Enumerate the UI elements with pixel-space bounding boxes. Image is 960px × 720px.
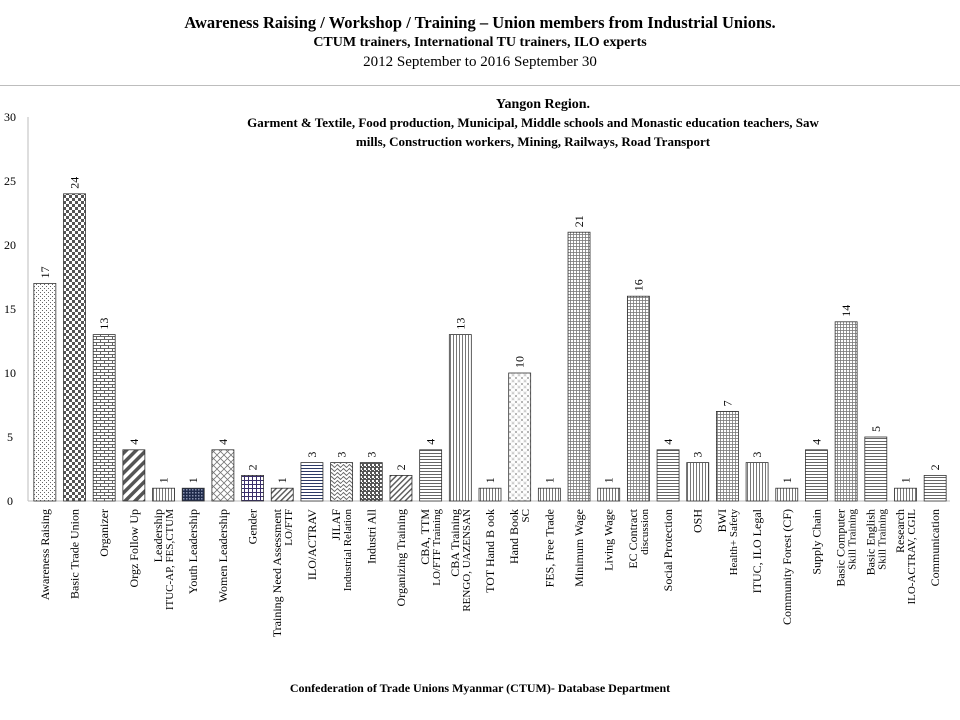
y-tick-label: 15 [4, 302, 16, 316]
x-tick-label: CBA Training [447, 509, 462, 577]
data-label: 21 [572, 215, 587, 228]
bar [716, 411, 738, 501]
x-tick-label: TOT Hand B ook [483, 509, 497, 593]
bar [93, 335, 115, 501]
y-tick-label: 0 [7, 494, 13, 508]
bar [182, 488, 204, 501]
x-tick-label: Organizing Training [393, 509, 408, 607]
chart-date-range: 2012 September to 2016 September 30 [363, 54, 597, 70]
bar [212, 450, 234, 501]
x-tick-label: Community Forest (CF) [779, 509, 794, 626]
bar [360, 463, 382, 501]
bar [865, 437, 887, 501]
bar [420, 450, 442, 501]
x-tick-label: Basic Computer [833, 509, 848, 587]
x-tick-label: Hand Book [507, 509, 522, 564]
y-tick-label: 5 [7, 430, 13, 444]
x-tick-label: Women Leadership [215, 509, 230, 603]
x-tick-label: Living Wage [601, 509, 616, 571]
data-label: 2 [393, 464, 408, 471]
data-label: 17 [37, 266, 52, 279]
x-tick-label: FES, Free Trade [542, 509, 557, 588]
x-tick-label: LO/FTF Training [431, 508, 444, 586]
data-label: 14 [839, 304, 854, 317]
data-label: 24 [67, 176, 82, 189]
data-label: 1 [483, 477, 497, 484]
x-tick-label: ITUC-AP, FES,CTUM [164, 509, 177, 611]
x-tick-label: Minimum Wage [572, 509, 587, 587]
bar [153, 488, 175, 501]
data-label: 1 [186, 477, 201, 484]
data-label: 1 [601, 477, 616, 484]
x-tick-label: Orgz Follow Up [126, 509, 141, 588]
data-label: 4 [423, 438, 438, 445]
x-tick-label: OSH [690, 509, 705, 534]
x-tick-label: SC [520, 509, 533, 523]
x-tick-label: Youth Leadership [186, 509, 201, 595]
data-label: 3 [690, 451, 705, 458]
bar [509, 373, 531, 501]
data-label: 7 [720, 400, 735, 407]
data-label: 4 [661, 438, 676, 445]
x-tick-label: discussion [638, 509, 651, 555]
x-tick-label: Research [892, 509, 907, 553]
bar [746, 463, 768, 501]
bar [598, 488, 620, 501]
bar [123, 450, 145, 501]
data-label: 10 [512, 356, 527, 368]
bar [568, 232, 590, 501]
chart-region-title: Yangon Region. [495, 97, 591, 112]
x-tick-label: Industri All [364, 509, 379, 565]
chart-main-title: Awareness Raising / Workshop / Training – Union members from Industrial Unions. [184, 13, 776, 32]
bar [271, 488, 293, 501]
x-tick-label: Leadership [151, 509, 166, 563]
data-label: 3 [304, 451, 319, 458]
bar [924, 475, 946, 501]
y-tick-label: 20 [4, 238, 16, 252]
bar [449, 335, 471, 501]
chart-region-subtitle-line: Garment & Textile, Food production, Municipal, Middle schools and Monastic education teachers, Saw [247, 115, 819, 130]
x-tick-label: Training Need Assessment [269, 509, 284, 638]
x-tick-label: Health+ Safety [727, 509, 740, 576]
x-tick-label: Awareness Raising [37, 509, 52, 601]
chart-region-subtitle-line: mills, Construction workers, Mining, Railways, Road Transport [355, 134, 711, 149]
chart-trainers-subtitle: CTUM trainers, International TU trainers, ILO experts [313, 35, 647, 50]
x-tick-label: Basic English [863, 509, 878, 576]
x-tick-label: Gender [245, 509, 260, 545]
data-label: 16 [631, 279, 646, 292]
bar [34, 283, 56, 501]
data-label: 2 [928, 464, 943, 471]
x-tick-label: BWI [714, 509, 729, 533]
x-tick-label: Social Protection [661, 509, 676, 592]
data-label: 3 [334, 451, 349, 458]
x-tick-label: JILAF [329, 509, 344, 541]
y-tick-label: 25 [4, 174, 16, 188]
x-tick-label: Skill Training [846, 509, 859, 570]
data-label: 5 [868, 426, 883, 432]
x-tick-label: EC Contract [625, 509, 640, 569]
data-label: 1 [156, 477, 171, 484]
x-tick-label: Organizer [97, 509, 112, 557]
data-label: 4 [126, 438, 141, 445]
bar [538, 488, 560, 501]
data-label: 1 [275, 477, 290, 484]
x-tick-label: Skill Training [876, 509, 889, 570]
bar [390, 475, 412, 501]
y-tick-label: 10 [4, 366, 16, 380]
bar [894, 488, 916, 501]
x-tick-label: ILO-ACTRAV, CGIL [905, 509, 918, 605]
bar [687, 463, 709, 501]
x-tick-label: Communication [928, 509, 943, 587]
x-tick-label: LO/FTF [282, 509, 295, 546]
bar [242, 475, 264, 501]
bar [805, 450, 827, 501]
bar [479, 488, 501, 501]
bar [835, 322, 857, 501]
data-label: 13 [97, 317, 112, 330]
chart-footer-source: Confederation of Trade Unions Myanmar (CTUM)- Database Department [289, 681, 671, 695]
bar [301, 463, 323, 501]
data-label: 1 [779, 477, 794, 484]
data-label: 3 [750, 451, 765, 458]
x-tick-label: ILO/ACTRAV [304, 509, 319, 581]
data-label: 1 [542, 477, 557, 484]
bar [627, 296, 649, 501]
bar [64, 194, 86, 501]
data-label: 4 [809, 438, 824, 445]
x-tick-label: Basic Trade Union [67, 509, 82, 599]
x-tick-label: Industrial Relation [342, 509, 355, 592]
data-label: 4 [215, 438, 230, 445]
x-tick-label: ITUC, ILO Legal [750, 509, 765, 594]
data-label: 13 [453, 317, 468, 330]
data-label: 1 [898, 477, 913, 484]
x-tick-label: Supply Chain [809, 509, 824, 575]
x-tick-label: CBA, TTM [418, 509, 433, 565]
x-tick-label: RENGO, UAZENSAN [460, 509, 473, 612]
bar [657, 450, 679, 501]
bar [776, 488, 798, 501]
bar [331, 463, 353, 501]
data-label: 3 [364, 451, 379, 458]
y-tick-label: 30 [4, 110, 16, 124]
data-label: 2 [245, 464, 260, 471]
